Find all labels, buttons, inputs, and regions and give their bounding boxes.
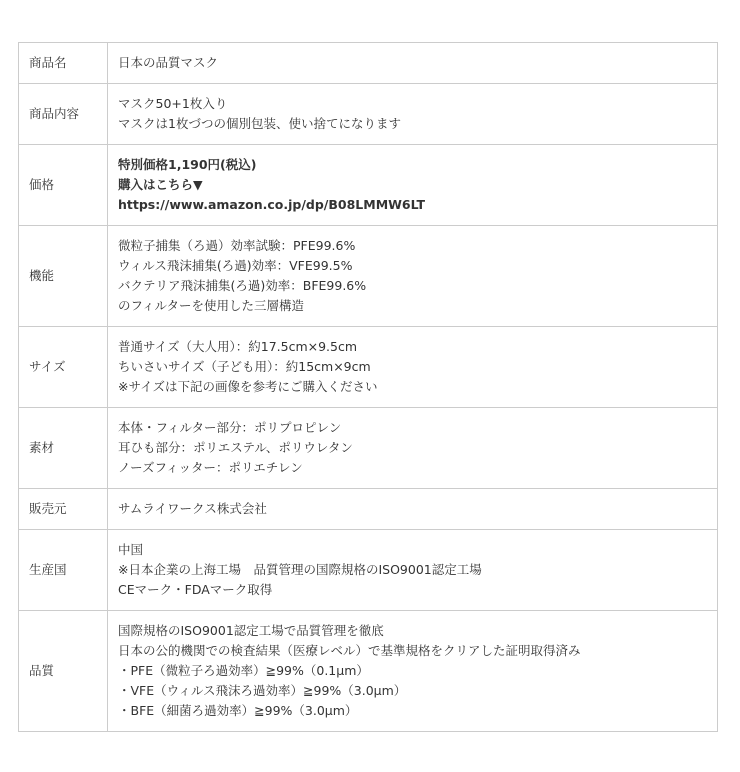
row-function [19, 226, 718, 327]
row-value [108, 226, 718, 327]
value-line: マスクは1枚づつの個別包装、使い捨てになります [118, 116, 401, 131]
purchase-here-label: 購入はこちら▼ [118, 177, 203, 192]
row-label: 機能 [19, 226, 108, 327]
row-value [108, 84, 718, 145]
value-line: ちいさいサイズ（子ども用）：約15cm×9cm [118, 359, 371, 374]
row-material [19, 408, 718, 489]
value-line: のフィルターを使用した三層構造 [118, 298, 305, 313]
value-line: ・VFE（ウィルス飛沫ろ過効率）≧99%（3.0μm） [118, 683, 407, 698]
row-value [108, 530, 718, 611]
value-line: ノーズフィッター：ポリエチレン [118, 460, 303, 475]
row-value [108, 43, 718, 84]
value-line: 本体・フィルター部分：ポリプロピレン [118, 420, 342, 435]
value-line: ウィルス飛沫捕集(ろ過)効率：VFE99.5% [118, 258, 353, 273]
value-line: ・PFE（微粒子ろ過効率）≧99%（0.1μm） [118, 663, 369, 678]
row-value [108, 489, 718, 530]
special-price: 特別価格1,190円(税込) [118, 157, 257, 172]
value-line: 中国 [118, 542, 144, 557]
row-quality [19, 611, 718, 732]
value-line: マスク50+1枚入り [118, 96, 228, 111]
row-label: 素材 [19, 408, 108, 489]
row-value [108, 408, 718, 489]
row-value [108, 145, 718, 226]
value-line: 日本の公的機関での検査結果（医療レベル）で基準規格をクリアした証明取得済み [118, 643, 581, 658]
row-price [19, 145, 718, 226]
value-line: ・BFE（細菌ろ過効率）≧99%（3.0μm） [118, 703, 358, 718]
row-seller [19, 489, 718, 530]
value-line: 耳ひも部分：ポリエステル、ポリウレタン [118, 440, 353, 455]
row-origin [19, 530, 718, 611]
row-label: 商品内容 [19, 84, 108, 145]
row-value [108, 611, 718, 732]
row-label: 販売元 [19, 489, 108, 530]
row-contents [19, 84, 718, 145]
row-label: 品質 [19, 611, 108, 732]
row-product-name [19, 43, 718, 84]
value-line: 日本の品質マスク [118, 55, 219, 70]
value-line: バクテリア飛沫捕集(ろ過)効率：BFE99.6% [118, 278, 367, 293]
row-value [108, 327, 718, 408]
value-line: 国際規格のISO9001認定工場で品質管理を徹底 [118, 623, 384, 638]
value-line: CEマーク・FDAマーク取得 [118, 582, 273, 597]
row-label: 商品名 [19, 43, 108, 84]
row-size [19, 327, 718, 408]
value-line: 普通サイズ（大人用）：約17.5cm×9.5cm [118, 339, 358, 354]
row-label: 生産国 [19, 530, 108, 611]
product-spec-table [18, 42, 718, 732]
value-line: ※日本企業の上海工場 品質管理の国際規格のISO9001認定工場 [118, 562, 482, 577]
amazon-link[interactable]: https://www.amazon.co.jp/dp/B08LMMW6LT [118, 197, 426, 212]
row-label: 価格 [19, 145, 108, 226]
row-label: サイズ [19, 327, 108, 408]
value-line: ※サイズは下記の画像を参考にご購入ください [118, 379, 378, 394]
value-line: サムライワークス株式会社 [118, 501, 267, 516]
value-line: 微粒子捕集（ろ過）効率試験：PFE99.6% [118, 238, 356, 253]
